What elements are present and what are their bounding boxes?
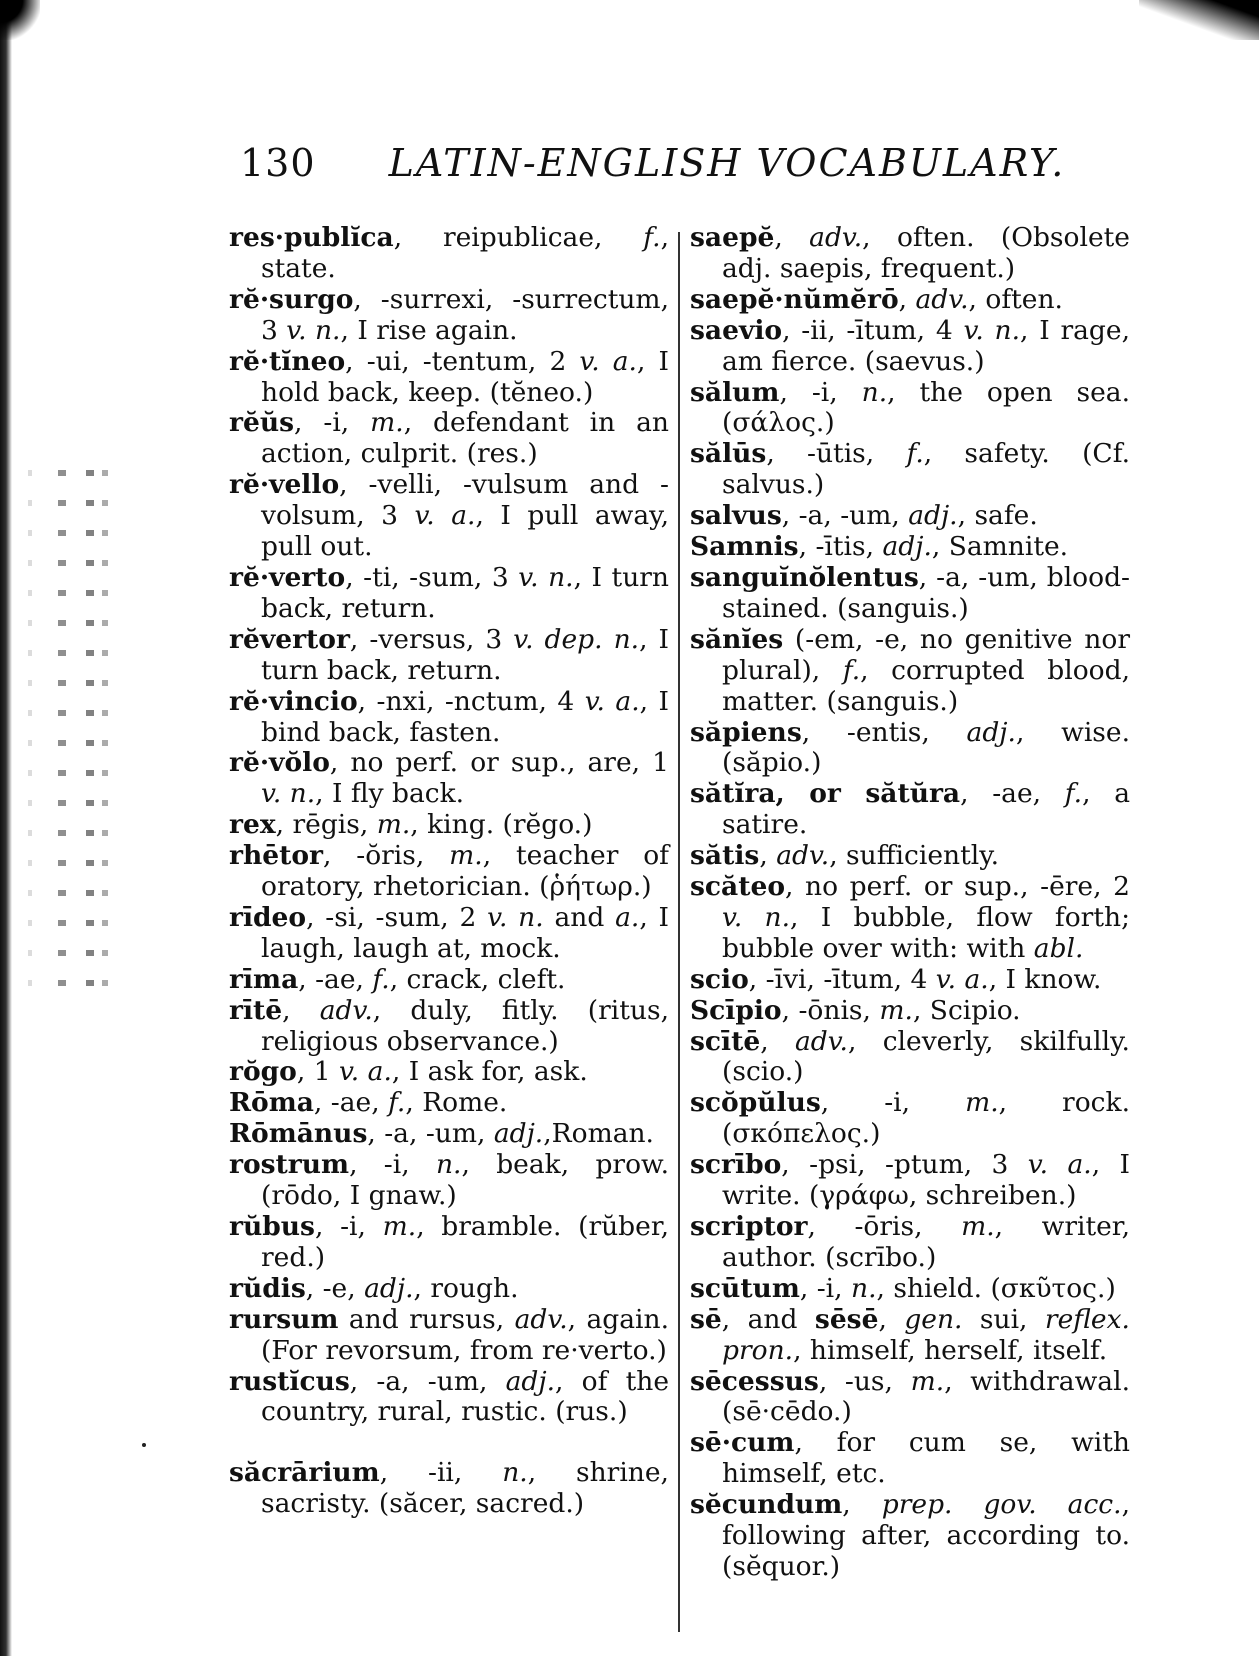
definition-text: , reipublicae, [393,222,644,253]
headword: saepĕ·nŭmĕrō [690,283,899,315]
definition-text: , no perf. or sup., are, 1 [329,747,669,779]
definition-text: , rough. [413,1272,519,1304]
headword: rhētor [229,840,323,872]
definition-text: , -ōnis, [781,994,880,1026]
definition-text: , I bubble, flow forth; bubble over with: with [722,901,1130,964]
headword: rĕ·verto [229,561,346,593]
definition-text: , -ii, [379,1457,503,1489]
grammar-abbrev: f. [906,438,924,470]
definition-text: , -i, [314,1211,383,1242]
vocab-entry [690,532,1130,563]
definition-text: , -si, -sum, 2 [306,901,488,933]
definition-text: , corrupted blood, matter. (sanguis.) [722,654,1130,717]
grammar-abbrev: v. a. [414,500,476,532]
vocab-entry [690,965,1130,996]
headword: rĕ·vincio [229,685,358,717]
definition-text: , writer, author. (scrībo.) [722,1211,1130,1273]
definition-text: , I turn back, return. [261,561,669,624]
definition-text: , Scipio. [912,994,1021,1026]
definition-text: , I pull away, pull out. [261,500,669,563]
grammar-abbrev: v. n. [722,901,791,933]
definition-text: , I laugh, laugh at, mock. [261,901,669,964]
vocab-entry [690,378,1130,440]
vocab-entry [229,1274,669,1305]
definition-text: , [282,994,320,1026]
scan-corner-top-left [0,0,40,40]
definition-text: , wise. (săpio.) [722,716,1131,779]
headword: saepĕ [690,222,775,253]
vocab-entry [229,1367,669,1429]
grammar-abbrev: m. [965,1087,999,1119]
headword: scūtum [690,1272,800,1304]
vocab-entry [690,718,1130,780]
definition-text: , -ui, -tentum, 2 [345,345,580,377]
headword: rex [229,809,276,841]
headword: rŏgo [229,1056,297,1088]
definition-text: , I rage, am fierce. (saevus.) [722,314,1130,377]
left-column [229,223,669,1520]
headword: scrībo [690,1149,782,1181]
definition-text: , 1 [296,1056,339,1088]
grammar-abbrev: m. [449,840,483,872]
grammar-abbrev: adv. [776,840,830,872]
definition-text: , I hold back, keep. (tĕneo.) [261,345,669,408]
grammar-abbrev: v. n. [487,901,544,933]
vocab-entry [690,1367,1130,1429]
grammar-abbrev: v. a. [935,963,989,995]
headword: săpiens [690,716,802,748]
grammar-abbrev: v. n. [518,561,574,593]
vocab-entry [690,563,1130,625]
definition-text: , defendant in an action, culprit. (res.) [261,407,669,470]
grammar-abbrev: adv. [915,283,969,315]
grammar-abbrev: adj. [882,531,932,563]
definition-text: , rock. (σκόπελος.) [722,1087,1130,1150]
definition-text: , I fly back. [315,778,465,810]
vocab-entry [229,1150,669,1212]
right-column [690,223,1130,1583]
vocab-entry [690,1274,1130,1305]
vocab-entry [690,996,1130,1027]
headword: scio [690,963,749,995]
definition-text: ,Roman. [543,1118,654,1150]
headword: sĕcundum [690,1489,843,1521]
definition-text: sui, [962,1303,1045,1335]
definition-text: , state. [261,222,669,284]
grammar-abbrev: v. n. [261,778,316,810]
definition-text: , duly, fitly. (ritus, religious observance.) [261,994,669,1057]
definition-text: , -us, [818,1365,911,1397]
vocab-entry [690,285,1130,316]
vocab-entry [690,316,1130,378]
headword: sē·cum [690,1427,795,1459]
definition-text: , withdrawal. (sē·cēdo.) [722,1365,1130,1428]
vocab-entry [229,347,669,409]
definition-text: , king. (rĕgo.) [410,809,593,841]
definition-text: , -i, [779,376,862,408]
definition-text: , no perf. or sup., -ēre, 2 [785,871,1130,903]
grammar-abbrev: m. [382,1211,417,1242]
vocab-entry [690,1027,1130,1089]
headword: saevio [690,314,783,346]
vocab-entry [229,687,669,749]
definition-text: , for cum se, with himself, etc. [722,1427,1130,1490]
headword: Rōma [229,1087,314,1119]
definition-text: and rursus, [338,1303,515,1335]
grammar-abbrev: m. [370,407,404,439]
vocab-entry [229,965,669,996]
definition-text: , often. (Obsolete adj. saepis, frequent.) [722,222,1130,284]
grammar-abbrev: f. [1064,778,1083,810]
definition-text: , -ŏris, [322,840,450,872]
grammar-abbrev: m. [961,1211,995,1242]
headword: scŏpŭlus [690,1087,821,1119]
grammar-abbrev: v. a. [338,1056,392,1088]
grammar-abbrev: f. [842,654,861,686]
definition-text: , shrine, sacristy. (săcer, sacred.) [261,1457,669,1520]
definition-text: , -ti, -sum, 3 [345,561,519,593]
definition-text: , -i, [349,1149,436,1181]
running-header [240,138,1140,188]
vocab-entry [229,841,669,903]
grammar-abbrev: f. [643,222,661,253]
definition-text: , -a, -um, [781,500,909,532]
definition-text: , -psi, -ptum, 3 [781,1149,1028,1181]
grammar-abbrev: reflex. pron. [722,1303,1130,1366]
definition-text: , cleverly, skilfully. (scio.) [722,1025,1130,1088]
vocab-entry [690,841,1130,872]
headword: rĕ·vŏlo [229,747,330,779]
definition-text: , [759,840,777,872]
headword: sēsē [814,1303,879,1335]
definition-text: , I know. [988,963,1102,995]
definition-text: , Samnite. [931,531,1069,563]
grammar-abbrev: abl. [1033,932,1084,964]
vocab-entry [690,872,1130,965]
definition-text: , rēgis, [275,809,377,841]
vocab-entry [229,470,669,563]
definition-text: , -i, [820,1087,966,1119]
headword: res·publĭca [229,222,394,253]
headword: rītē [229,994,283,1026]
scan-corner-top-right [1139,0,1259,40]
vocab-entry [229,625,669,687]
vocab-entry [690,1088,1130,1150]
vocab-entry [229,1305,669,1367]
headword: rĕ·vello [229,469,340,501]
definition-text: (-em, -e, no genitive nor plural), [722,623,1130,686]
definition-text: , crack, cleft. [389,963,566,995]
grammar-abbrev: adv. [794,1025,848,1057]
grammar-abbrev: m. [879,994,913,1026]
grammar-abbrev: f. [372,963,390,995]
definition-text: , [760,1025,795,1057]
vocab-entry [690,1305,1130,1367]
vocab-entry [229,563,669,625]
headword: sălum [690,376,780,408]
definition-text: , Rome. [405,1087,508,1119]
headword: sătis [690,840,760,872]
running-title: LATIN-ENGLISH VOCABULARY. [388,141,1066,185]
vocab-entry [229,1057,669,1088]
grammar-abbrev: m. [376,809,411,841]
headword: rĕ·surgo [229,283,354,315]
vocab-entry [690,439,1130,501]
vocab-entry [229,1119,669,1150]
headword: Rōmānus [229,1118,368,1150]
vocab-entry [690,1150,1130,1212]
definition-text: , again. (For revorsum, from re·verto.) [261,1303,669,1366]
grammar-abbrev: v. a. [579,345,637,377]
vocab-entry [229,408,669,470]
grammar-abbrev: adj. [505,1365,555,1397]
definition-text: , -a, -um, [349,1365,506,1397]
definition-text: , I ask for, ask. [391,1056,588,1088]
grammar-abbrev: n. [502,1457,528,1489]
definition-text: , and [721,1303,815,1335]
headword: rĕvertor [229,623,350,655]
definition-text: , [878,1303,905,1335]
grammar-abbrev: a. [615,901,640,933]
grammar-abbrev: adv. [514,1303,568,1335]
headword: sănĭes [690,623,784,655]
headword: Scīpio [690,994,782,1026]
definition-text: , -ae, [313,1087,389,1119]
definition-text: , -ii, -ītum, 4 [782,314,964,346]
definition-text: , following after, according to. (sĕquor.) [722,1489,1130,1582]
grammar-abbrev: v. n. [963,314,1021,346]
definition-text: , bramble. (rŭber, red.) [261,1211,670,1273]
definition-text: , -surrexi, -surrectum, 3 [261,283,669,346]
definition-text: , I turn back, return. [261,623,669,686]
grammar-abbrev: n. [435,1149,462,1181]
definition-text: , -e, [305,1272,365,1304]
definition-text: and [543,901,616,933]
vocab-entry [229,748,669,810]
grammar-abbrev: adj. [966,716,1016,748]
headword: sē [690,1303,722,1335]
grammar-abbrev: v. dep. n. [513,623,640,655]
grammar-abbrev: v. n. [286,314,341,346]
definition-text: , -versus, 3 [349,623,514,655]
definition-text: , of the country, rural, rustic. (rus.) [261,1365,670,1428]
definition-text: , -i, [799,1272,851,1304]
binding-shadow [0,0,12,1656]
vocab-entry [229,223,669,285]
definition-text: , [842,1489,882,1521]
headword: rostrum [229,1149,350,1181]
vocab-entry [690,501,1130,532]
vocab-entry [229,285,669,347]
definition-text: , himself, herself, itself. [793,1334,1108,1366]
column-divider [678,232,680,1632]
vocab-entry [690,1212,1130,1274]
definition-text: , -entis, [801,716,967,748]
definition-text: , -velli, -vulsum and -volsum, 3 [261,469,669,532]
headword: rĕ·tĭneo [229,345,346,377]
definition-text: , sufficiently. [829,840,1000,872]
headword: scăteo [690,871,786,903]
definition-text: , -a, -um, [367,1118,494,1150]
vocab-entry [229,1458,669,1520]
vocab-entry [690,625,1130,718]
grammar-abbrev: m. [910,1365,945,1397]
headword: rustĭcus [229,1365,350,1397]
definition-text: , a satire. [722,778,1130,841]
headword: săcrārium [229,1457,380,1489]
grammar-abbrev: v. a. [1027,1149,1092,1181]
definition-text: , -īvi, -ītum, 4 [748,963,936,995]
definition-text: , safe. [957,500,1038,532]
definition-text: , the open sea. (σάλος.) [722,376,1131,439]
headword: salvus [690,500,782,532]
vocab-entry [690,1490,1130,1583]
grammar-abbrev: n. [861,376,888,408]
definition-text: , beak, prow. (rōdo, I gnaw.) [261,1149,670,1212]
grammar-abbrev: adj. [908,500,958,532]
grammar-abbrev: prep. gov. acc. [881,1489,1122,1521]
definition-text: , teacher of oratory, rhetorician. (ῥήτωρ.) [261,840,669,903]
headword: rīdeo [229,901,307,933]
grammar-abbrev: gen. [904,1303,963,1335]
grammar-abbrev: adv. [319,994,373,1026]
grammar-abbrev: adv. [809,222,863,253]
definition-text: , I rise again. [340,314,518,346]
vocab-entry [229,903,669,965]
definition-text: , -a, -um, blood-stained. (sanguis.) [722,561,1130,624]
definition-text: , -ae, [960,778,1065,810]
definition-text: , [774,222,810,253]
grammar-abbrev: f. [388,1087,406,1119]
definition-text: , I bind back, fasten. [261,685,669,748]
bleed-through-marks [28,470,108,1010]
vocab-entry [690,779,1130,841]
vocab-entry [229,810,669,841]
vocab-entry [690,223,1130,285]
headword: rīma [229,963,299,995]
grammar-abbrev: adj. [493,1118,544,1150]
definition-text: , often. [968,283,1063,315]
grammar-abbrev: adj. [364,1272,414,1304]
headword: Samnis [690,531,799,563]
headword: rĕŭs [229,407,295,439]
headword: sēcessus [690,1365,819,1397]
definition-text: , [898,283,916,315]
definition-text: , I write. (γράφω, schreiben.) [722,1149,1130,1212]
page-number: 130 [240,141,316,185]
definition-text: , -i, [294,407,371,439]
definition-text: , -nxi, -nctum, 4 [357,685,585,717]
vocab-entry [229,1212,669,1274]
definition-text: , -ūtis, [766,438,907,470]
grammar-abbrev: n. [851,1272,877,1304]
vocab-entry [229,996,669,1058]
headword: scriptor [690,1211,808,1242]
vocab-entry [229,1088,669,1119]
headword: rursum [229,1303,339,1335]
headword: sălūs [690,438,767,470]
vocab-entry [690,1428,1130,1490]
definition-text: , -ae, [298,963,373,995]
headword: sătĭra, or sătŭra [690,778,961,810]
headword: sanguĭnŏlentus [690,561,919,593]
definition-text: , safety. (Cf. salvus.) [722,438,1130,501]
stray-mark [142,1443,146,1447]
grammar-abbrev: v. a. [584,685,640,717]
headword: rŭdis [229,1272,306,1304]
definition-text: , -ītis, [798,531,883,563]
definition-text: , -ōris, [807,1211,962,1242]
headword: rŭbus [229,1211,315,1242]
headword: scītē [690,1025,761,1057]
definition-text: , shield. (σκῦτος.) [876,1272,1116,1304]
